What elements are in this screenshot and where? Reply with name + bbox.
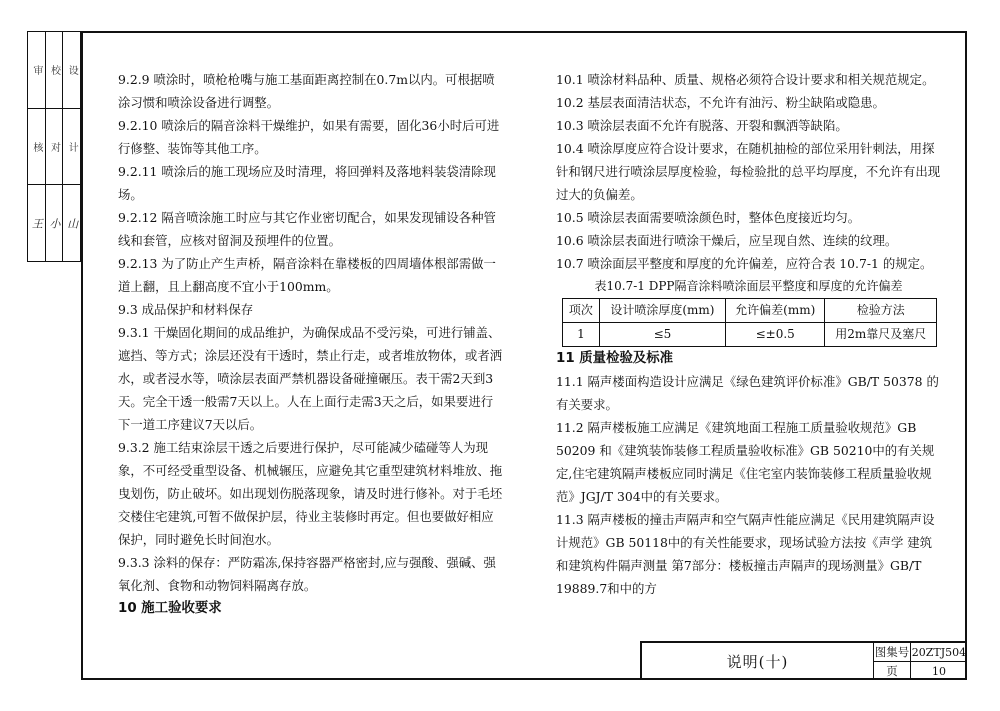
approval-sidebar xyxy=(27,31,81,262)
table-cell: ≤±0.5 xyxy=(726,323,825,347)
page-row xyxy=(874,662,967,680)
table-row xyxy=(563,323,937,347)
clause-10-5: 10.5 喷涂层表面需要喷涂颜色时，整体色度接近均匀。 xyxy=(556,210,861,225)
signature: 小 xyxy=(48,217,62,229)
clause-10-7: 10.7 喷涂面层平整度和厚度的允许偏差，应符合表 10.7-1 的规定。 xyxy=(556,256,933,271)
right-column xyxy=(556,68,941,600)
clause-9-3-1: 9.3.1 干燥固化期间的成品维护，为确保成品不受污染，可进行铺盖、遮挡、等方式；涂层还没有干透时，禁止行走，或者堆放物体，或者洒水，或者浸水等，喷涂层表面严禁机器设备碰撞碾压。表干需2天到3天。完全干透一般需7天以上。人在上面行走需3天之后，如果要进行下一道工序建议7天以后。 xyxy=(118,325,503,432)
clause-10-1: 10.1 喷涂材料品种、质量、规格必须符合设计要求和相关规范规定。 xyxy=(556,72,935,87)
table-header: 项次 xyxy=(563,299,600,323)
clause-9-2-12: 9.2.12 隔音喷涂施工时应与其它作业密切配合，如果发现铺设各种管线和套管，应核对留洞及预埋件的位置。 xyxy=(118,210,496,248)
clause-10-4: 10.4 喷涂厚度应符合设计要求，在随机抽检的部位采用针刺法，用探针和钢尺进行喷涂层厚度检验，每检验批的总平均厚度，不允许有出现过大的负偏差。 xyxy=(556,141,941,202)
section-heading-10: 10 施工验收要求 xyxy=(118,601,222,616)
signature: 王 xyxy=(30,217,44,229)
clause-10-2: 10.2 基层表面清洁状态，不允许有油污、粉尘缺陷或隐患。 xyxy=(556,95,885,110)
table-cell: ≤5 xyxy=(599,323,725,347)
clause-10-6: 10.6 喷涂层表面进行喷涂干燥后，应呈现自然、连续的纹理。 xyxy=(556,233,898,248)
title-block-grid xyxy=(873,643,967,680)
page-label: 页 xyxy=(874,662,911,680)
clause-10-3: 10.3 喷涂层表面不允许有脱落、开裂和飘洒等缺陷。 xyxy=(556,118,848,133)
signature: 山 xyxy=(65,217,79,229)
table-caption: 表10.7-1 DPP隔音涂料喷涂面层平整度和厚度的允许偏差 xyxy=(594,279,903,293)
clause-9-2-11: 9.2.11 喷涂后的施工现场应及时清理，将回弹料及落地料装袋清除现场。 xyxy=(118,164,496,202)
sidebar-cell: 计 xyxy=(63,109,80,186)
page-number: 10 xyxy=(932,664,946,678)
left-column xyxy=(118,68,503,620)
clause-9-3-2: 9.3.2 施工结束涂层干透之后要进行保护，尽可能减少磕碰等人为现象，不可经受重型设备、机械辗压，应避免其它重型建筑材料堆放、拖曳划伤，防止破坏。如出现划伤脱落现象，请及时进行修补。对于毛坯交楼住宅建筑,可暂不做保护层，待业主装修时再定。但也要做好相应保护，同时避免长时间泡水。 xyxy=(118,440,503,547)
atlas-number: 20ZTJ504 xyxy=(911,645,967,659)
sidebar-col xyxy=(46,32,64,261)
table-header: 设计喷涂厚度(mm) xyxy=(599,299,725,323)
tolerance-table xyxy=(562,298,937,347)
clause-9-2-13: 9.2.13 为了防止产生声桥，隔音涂料在靠楼板的四周墙体根部需做一道上翻，且上翻高度不宜小于100mm。 xyxy=(118,256,496,294)
table-header-row xyxy=(563,299,937,323)
clause-11-2: 11.2 隔声楼板施工应满足《建筑地面工程施工质量验收规范》GB 50209 和《建筑装饰装修工程质量验收标准》GB 50210中的有关规定,住宅建筑隔声楼板应同时满足《住宅室内装饰装修工程质量验收规范》JGJ/T 304中的有关要求。 xyxy=(556,420,935,504)
section-heading-9-3: 9.3 成品保护和材料保存 xyxy=(118,302,254,317)
table-header: 允许偏差(mm) xyxy=(726,299,825,323)
title-block xyxy=(640,641,967,680)
atlas-label: 图集号 xyxy=(874,645,910,659)
sidebar-col xyxy=(28,32,46,261)
sidebar-col xyxy=(63,32,80,261)
clause-11-3: 11.3 隔声楼板的撞击声隔声和空气隔声性能应满足《民用建筑隔声设计规范》GB 50118中的有关性能要求，现场试验方法按《声学 建筑和建筑构件隔声测量 第7部分：楼板撞击声隔声的现场测量》GB/T 19889.7和中的方 xyxy=(556,512,935,596)
table-cell: 用2m靠尺及塞尺 xyxy=(825,323,937,347)
sidebar-cell: 校 xyxy=(46,32,63,109)
clause-9-3-3: 9.3.3 涂料的保存：严防霜冻,保持容器严格密封,应与强酸、强碱、强氧化剂、食物和动物饲料隔离存放。 xyxy=(118,555,496,593)
sheet-title: 说明(十) xyxy=(726,653,789,671)
clause-11-1: 11.1 隔声楼面构造设计应满足《绿色建筑评价标准》GB/T 50378 的有关要求。 xyxy=(556,374,939,412)
table-cell: 1 xyxy=(563,323,600,347)
sidebar-cell: 审 xyxy=(28,32,45,109)
sidebar-cell: 设 xyxy=(63,32,80,109)
table-header: 检验方法 xyxy=(825,299,937,323)
atlas-row xyxy=(874,643,967,662)
section-heading-11: 11 质量检验及标准 xyxy=(556,351,674,366)
clause-9-2-9: 9.2.9 喷涂时，喷枪枪嘴与施工基面距离控制在0.7m以内。可根据喷涂习惯和喷涂设备进行调整。 xyxy=(118,72,495,110)
clause-9-2-10: 9.2.10 喷涂后的隔音涂料干燥维护，如果有需要，固化36小时后可进行修整、装饰等其他工序。 xyxy=(118,118,500,156)
sidebar-cell: 对 xyxy=(46,109,63,186)
sidebar-cell: 核 xyxy=(28,109,45,186)
